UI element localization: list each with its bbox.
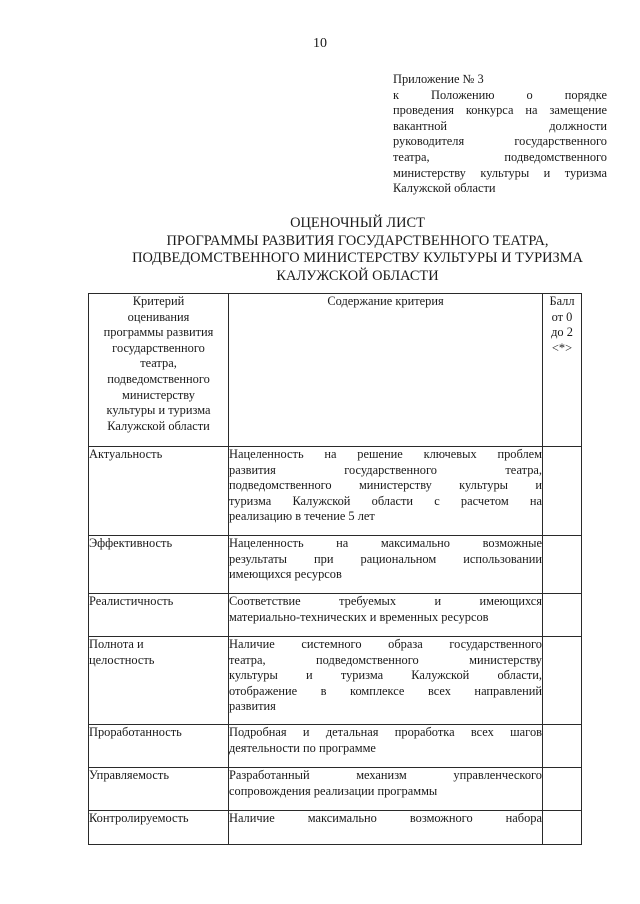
evaluation-table xyxy=(88,293,582,845)
criterion-line: Полнота и xyxy=(89,637,144,651)
content-cell xyxy=(229,536,543,594)
content-line: сопровождения реализации программы xyxy=(229,783,438,798)
table-header-row xyxy=(89,294,582,447)
title-line: ПРОГРАММЫ РАЗВИТИЯ ГОСУДАРСТВЕННОГО ТЕАТРА, xyxy=(166,232,549,249)
header-content: Содержание критерия xyxy=(229,294,543,447)
table-row xyxy=(89,725,582,768)
criterion-cell xyxy=(89,447,229,536)
header-score-line: до 2 xyxy=(551,325,573,340)
content-cell xyxy=(229,594,543,637)
header-score-line: Балл xyxy=(549,294,575,308)
content-line: Подробная и детальная проработка всех шагов xyxy=(229,725,542,739)
table-row xyxy=(89,811,582,845)
score-cell xyxy=(543,637,582,725)
score-cell xyxy=(543,536,582,594)
content-cell xyxy=(229,447,543,536)
header-score-line: <*> xyxy=(551,340,573,355)
title-line: КАЛУЖСКОЙ ОБЛАСТИ xyxy=(276,267,439,284)
content-line: имеющихся ресурсов xyxy=(229,567,342,582)
header-criterion-line: театра, xyxy=(140,356,177,371)
content-line: Наличие максимально возможного набора xyxy=(229,811,542,825)
table-row xyxy=(89,594,582,637)
table-row xyxy=(89,637,582,725)
content-cell xyxy=(229,637,543,725)
content-line: Соответствие требуемых и имеющихся xyxy=(229,594,542,608)
header-criterion-line: министерству xyxy=(122,387,195,402)
header-criterion-line: Критерий xyxy=(132,294,185,308)
header-criterion-line: культуры и туризма xyxy=(106,403,211,418)
header-criterion-line: государственного xyxy=(112,340,205,355)
header-criterion xyxy=(89,294,229,447)
criterion-line: Контролируемость xyxy=(89,811,189,825)
document-title xyxy=(70,215,640,285)
page-number: 10 xyxy=(313,36,327,51)
content-cell xyxy=(229,725,543,768)
content-line: деятельности по программе xyxy=(229,740,376,755)
header-score-line: от 0 xyxy=(551,309,573,324)
content-line: театра, подведомственного министерству xyxy=(229,652,542,667)
content-line: Нацеленность на решение ключевых проблем xyxy=(229,447,542,461)
content-line: развития государственного театра, xyxy=(229,462,542,477)
criterion-line: Реалистичность xyxy=(89,594,174,608)
content-line: туризма Калужской области с расчетом на xyxy=(229,493,542,508)
appendix-line: руководителя государственного xyxy=(393,134,607,149)
content-cell xyxy=(229,768,543,811)
content-cell xyxy=(229,811,543,845)
header-score xyxy=(543,294,582,447)
appendix-line: Калужской области xyxy=(393,181,496,196)
criterion-cell xyxy=(89,768,229,811)
criterion-cell xyxy=(89,536,229,594)
table-row xyxy=(89,768,582,811)
appendix-line: к Положению о порядке xyxy=(393,87,607,102)
title-line: ПОДВЕДОМСТВЕННОГО МИНИСТЕРСТВУ КУЛЬТУРЫ И ТУРИЗМА xyxy=(132,250,583,266)
criterion-cell xyxy=(89,637,229,725)
criterion-line: Эффективность xyxy=(89,536,173,550)
score-cell xyxy=(543,811,582,845)
criterion-cell xyxy=(89,725,229,768)
content-line: культуры и туризма Калужской области, xyxy=(229,668,542,683)
score-cell xyxy=(543,447,582,536)
content-line: результаты при рациональном использовании xyxy=(229,551,542,566)
title-line: ОЦЕНОЧНЫЙ ЛИСТ xyxy=(290,215,425,231)
table-row xyxy=(89,536,582,594)
content-line: реализацию в течение 5 лет xyxy=(229,509,375,524)
score-cell xyxy=(543,725,582,768)
content-line: подведомственного министерству культуры и xyxy=(229,478,542,493)
criterion-line: целостность xyxy=(89,652,155,667)
content-line: Нацеленность на максимально возможные xyxy=(229,536,542,550)
content-line: отображение в комплексе всех направлений xyxy=(229,683,542,698)
content-line: материально-технических и временных ресурсов xyxy=(229,609,489,624)
header-criterion-line: оценивания xyxy=(127,309,190,324)
appendix-line: театра, подведомственного xyxy=(393,149,607,164)
content-line: Наличие системного образа государственного xyxy=(229,637,542,651)
table-row xyxy=(89,447,582,536)
appendix-note xyxy=(393,72,607,197)
criterion-cell xyxy=(89,811,229,845)
appendix-line: вакантной должности xyxy=(393,118,607,133)
criterion-line: Управляемость xyxy=(89,768,169,782)
appendix-line: министерству культуры и туризма xyxy=(393,165,607,180)
criterion-line: Проработанность xyxy=(89,725,182,739)
criterion-line: Актуальность xyxy=(89,447,163,461)
score-cell xyxy=(543,768,582,811)
header-criterion-line: Калужской области xyxy=(107,418,210,433)
appendix-line: проведения конкурса на замещение xyxy=(393,103,607,118)
header-criterion-line: подведомственного xyxy=(107,371,210,386)
content-line: развития xyxy=(229,699,276,714)
header-criterion-line: программы развития xyxy=(103,325,214,340)
content-line: Разработанный механизм управленческого xyxy=(229,768,542,782)
appendix-line: Приложение № 3 xyxy=(393,72,484,86)
criterion-cell xyxy=(89,594,229,637)
score-cell xyxy=(543,594,582,637)
